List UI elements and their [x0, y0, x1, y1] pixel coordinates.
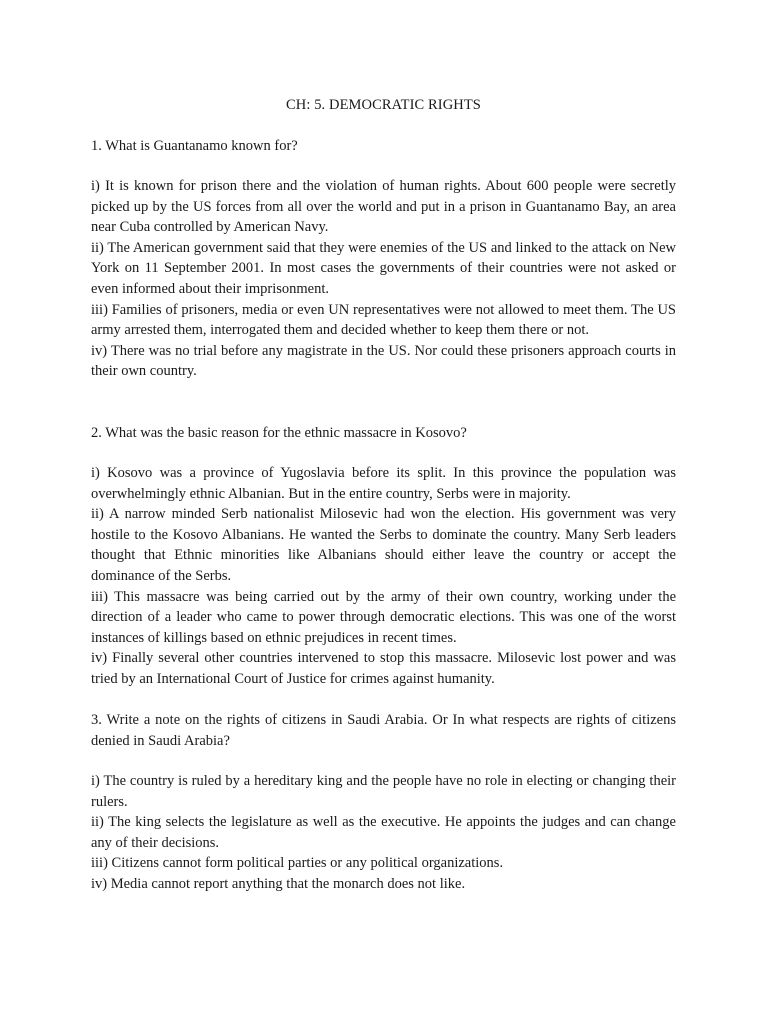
- answer-point: ii) The king selects the legislature as well as the executive. He appoints the judges and can change any of their decisions.: [91, 814, 676, 851]
- answer-point: iv) There was no trial before any magistrate in the US. Nor could these prisoners approach courts in their own country.: [91, 342, 676, 380]
- question-3: [91, 710, 676, 751]
- question-text: 1. What is Guantanamo known for?: [91, 138, 298, 154]
- question-1: [91, 136, 676, 157]
- question-text: 3. Write a note on the rights of citizens in Saudi Arabia. Or In what respects are rights of citizens denied in Saudi Arabia?: [91, 712, 676, 749]
- answer-point: i) It is known for prison there and the violation of human rights. About 600 people were secretly picked up by the US forces from all over the world and put in a prison in Guantanamo Bay, an area near Cuba controlled by American Navy.: [91, 178, 676, 236]
- answer-point: iv) Media cannot report anything that the monarch does not like.: [91, 875, 466, 892]
- answer-point: ii) A narrow minded Serb nationalist Milosevic had won the election. His government was very hostile to the Kosovo Albanians. He wanted the Serbs to dominate the country. Many Serb leaders thought that Ethnic minorities like Albanians should either leave the country or accept the dominance of the Serbs.: [91, 506, 676, 584]
- answer-3: [91, 771, 676, 895]
- answer-point: iii) This massacre was being carried out by the army of their own country, working under the direction of a leader who came to power through democratic elections. This was one of the worst instances of killings based on ethnic prejudices in recent times.: [91, 588, 676, 646]
- answer-point: iii) Families of prisoners, media or even UN representatives were not allowed to meet them. The US army arrested them, interrogated them and decided whether to keep them there or not.: [91, 301, 676, 339]
- answer-2: [91, 463, 676, 690]
- answer-point: i) The country is ruled by a hereditary king and the people have no role in electing or changing their rulers.: [91, 773, 676, 810]
- question-text: 2. What was the basic reason for the ethnic massacre in Kosovo?: [91, 425, 467, 441]
- question-2: [91, 423, 676, 444]
- answer-1: [91, 176, 676, 382]
- answer-point: iv) Finally several other countries intervened to stop this massacre. Milosevic lost power and was tried by an International Court of Justice for crimes against humanity.: [91, 650, 676, 687]
- chapter-title: CH: 5. DEMOCRATIC RIGHTS: [286, 97, 481, 113]
- answer-point: iii) Citizens cannot form political parties or any political organizations.: [91, 855, 504, 872]
- answer-point: i) Kosovo was a province of Yugoslavia before its split. In this province the population was overwhelmingly ethnic Albanian. But in the entire country, Serbs were in majority.: [91, 465, 676, 502]
- answer-point: ii) The American government said that they were enemies of the US and linked to the attack on New York on 11 September 2001. In most cases the governments of their countries were not asked or even informed about their imprisonment.: [91, 239, 676, 297]
